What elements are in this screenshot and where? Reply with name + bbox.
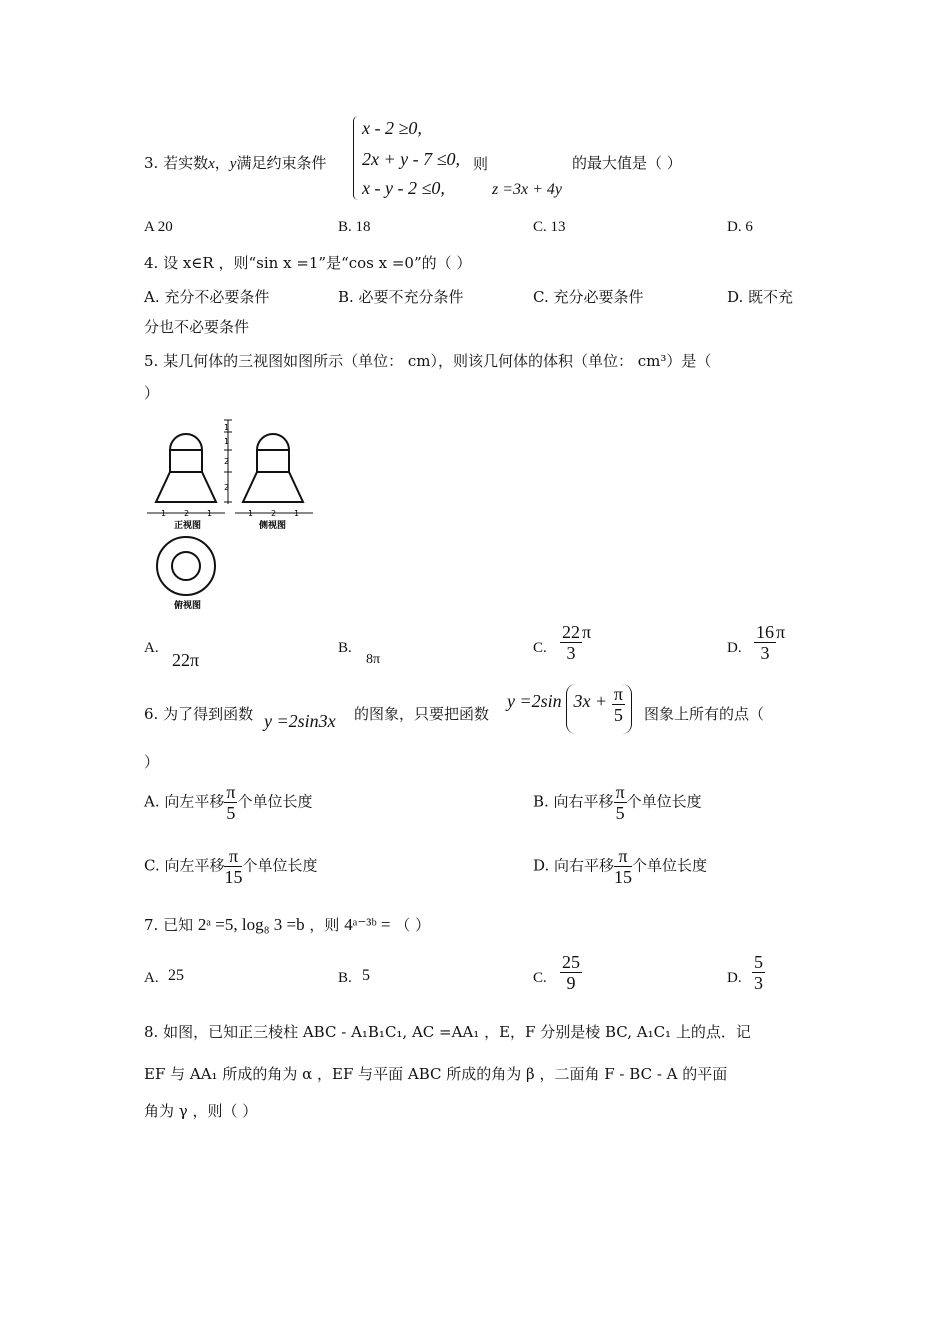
q5-option-d-label[interactable]: D. (727, 640, 742, 656)
q4-option-d-wrap: 分也不必要条件 (144, 318, 250, 336)
q7-option-d-value[interactable] (752, 952, 765, 993)
q3-stem (144, 152, 326, 173)
q8-line-1: 8. 如图，已知正三棱柱 ABC - A₁B₁C₁, AC =AA₁ ，E，F 分别是棱 BC, A₁C₁ 上的点．记 (144, 1023, 751, 1041)
q7-option-c-label[interactable]: C. (533, 970, 547, 986)
dim-v-1a: 1 (224, 423, 230, 432)
q5-option-b-label[interactable]: B. (338, 640, 352, 656)
dim-h-side-2: 2 (271, 509, 277, 518)
q4-option-c[interactable]: C. 充分必要条件 (533, 288, 644, 306)
q5-d-num: 16 (756, 622, 774, 642)
q5-stem-wrap: ） (144, 384, 160, 402)
q7-c-num: 25 (562, 952, 580, 972)
q3-stem-suffix: 的最大值是（ ） (572, 154, 682, 172)
q6-a-pre: A. 向左平移 (144, 792, 225, 811)
q6-func2 (507, 684, 632, 738)
front-dome (170, 434, 202, 472)
top-view (157, 537, 215, 595)
q6-stem-wrap: ） (144, 753, 160, 771)
q7-c-den: 9 (566, 973, 576, 993)
q7-option-a-label[interactable]: A. (144, 970, 159, 986)
q6-func1: y =2sin3x (264, 711, 336, 731)
top-view-label: 俯视图 (174, 601, 202, 611)
side-frustum (243, 472, 303, 502)
q5-d-pi: π (776, 622, 786, 642)
q8-line-2: EF 与 AA₁ 所成的角为 α ，EF 与平面 ABC 所成的角为 β ，二面角 F - BC - A 的平面 (144, 1065, 728, 1083)
q6-a-post: 个单位长度 (237, 792, 313, 811)
q7-stem (144, 914, 430, 935)
q7-option-c-value[interactable] (560, 952, 582, 993)
q3-constraint-1: x - 2 ≥0, (362, 118, 422, 138)
q6-a-num: π (226, 782, 236, 802)
q7-option-b-value[interactable]: 5 (362, 967, 370, 984)
side-view (243, 434, 303, 502)
q7-d-num: 5 (754, 952, 763, 972)
q7-stem-c: （ ） (395, 916, 431, 934)
q3-option-b[interactable]: B. 18 (338, 219, 371, 235)
q7-option-d-label[interactable]: D. (727, 970, 742, 986)
dim-v-2a: 2 (224, 457, 230, 466)
q3-var-x: x (208, 156, 215, 172)
dim-h-front-1: 1 (161, 509, 167, 518)
q3-sep: ， (214, 154, 230, 172)
q6-c-pre: C. 向左平移 (144, 856, 225, 875)
q3-ze: 则 (473, 155, 489, 173)
q5-d-den: 3 (760, 643, 770, 663)
q5-stem: 5. 某几何体的三视图如图所示（单位： cm），则该几何体的体积（单位： cm³）是（ (144, 352, 712, 370)
q6-c-den: 15 (224, 867, 243, 887)
q6-c-post: 个单位长度 (242, 856, 318, 875)
q6-d-pre: D. 向右平移 (533, 856, 615, 875)
side-dome (257, 434, 289, 472)
q5-option-a-label[interactable]: A. (144, 640, 159, 656)
q5-option-a-value[interactable]: 22π (172, 650, 200, 670)
q3-var-y: y (229, 156, 237, 172)
q3-stem-prefix: 3. 若实数 (144, 154, 209, 172)
q8-line-3: 角为 γ ，则（ ） (144, 1102, 258, 1120)
q4-option-a[interactable]: A. 充分不必要条件 (144, 288, 270, 306)
q3-option-c[interactable]: C. 13 (533, 219, 566, 235)
q6-option-c[interactable] (144, 846, 318, 887)
q6-c-num: π (224, 846, 242, 867)
q5-option-b-value[interactable]: 8π (366, 652, 381, 667)
q3-option-d[interactable]: D. 6 (727, 219, 753, 235)
q6-d-post: 个单位长度 (632, 856, 708, 875)
dim-h-front-2: 2 (184, 509, 190, 518)
q6-option-b[interactable] (533, 782, 702, 823)
q4-stem: 4. 设 x∈R ，则“sin x =1”是“cos x =0”的（ ） (144, 254, 472, 272)
q6-stem-c: 图象上所有的点（ (644, 705, 765, 723)
q6-b-pre: B. 向右平移 (533, 792, 614, 811)
q5-option-c-label[interactable]: C. (533, 640, 547, 656)
q5-c-den: 3 (566, 643, 576, 663)
q5-option-d-value[interactable] (754, 622, 785, 663)
q5-c-pi: π (582, 622, 592, 642)
q6-b-den: 5 (615, 803, 625, 823)
side-view-label: 侧视图 (259, 521, 287, 531)
q6-func2-paren (566, 684, 632, 734)
q7-stem-a: 7. 已知 (144, 916, 194, 934)
q5-c-num: 22 (562, 622, 580, 642)
q7-option-b-label[interactable]: B. (338, 970, 352, 986)
q3-objective: z =3x + 4y (492, 181, 563, 198)
q6-stem-a: 6. 为了得到函数 (144, 705, 254, 723)
q6-stem-b: 的图象，只要把函数 (354, 705, 490, 723)
dim-h-side-3: 1 (294, 509, 300, 518)
q6-b-num: π (615, 782, 625, 802)
q4-option-b[interactable]: B. 必要不充分条件 (338, 288, 464, 306)
front-view (156, 434, 216, 502)
q6-func2-inner: 3x + (573, 691, 608, 711)
q7-d-den: 3 (754, 973, 763, 993)
dim-h-front-3: 1 (207, 509, 213, 518)
q6-option-d[interactable] (533, 846, 707, 887)
q6-d-num: π (614, 846, 632, 867)
q3-option-a[interactable]: A 20 (144, 219, 173, 235)
front-view-label: 正视图 (174, 521, 202, 531)
q6-d-den: 15 (614, 867, 633, 887)
q6-func2-pre: y =2sin (507, 691, 562, 711)
dim-v-2b: 2 (224, 483, 230, 492)
q3-constraint-2: 2x + y - 7 ≤0, (362, 149, 460, 169)
top-outer-circle (157, 537, 215, 595)
q5-option-c-value[interactable] (560, 622, 591, 663)
front-frustum (156, 472, 216, 502)
q3-stem-mid: 满足约束条件 (236, 154, 327, 172)
q4-option-d[interactable]: D. 既不充 (727, 288, 794, 306)
q6-option-a[interactable] (144, 782, 312, 823)
q7-stem-b: ，则 (309, 916, 340, 934)
q6-func2-num: π (613, 684, 623, 704)
q6-b-post: 个单位长度 (626, 792, 702, 811)
top-inner-circle (172, 552, 200, 580)
q7-condition: 2ᵃ =5, log₈ 3 =b (197, 915, 305, 934)
q7-option-a-value[interactable]: 25 (168, 967, 184, 984)
q3-brace (353, 116, 358, 200)
q7-expression: 4ᵃ⁻³ᵇ = (344, 915, 391, 934)
q3-constraint-3: x - y - 2 ≤0, (362, 178, 445, 198)
dim-h-side-1: 1 (248, 509, 254, 518)
q6-a-den: 5 (226, 803, 236, 823)
q6-func2-den: 5 (613, 705, 623, 725)
dim-v-1b: 1 (224, 437, 230, 446)
three-view-figure (143, 418, 323, 613)
